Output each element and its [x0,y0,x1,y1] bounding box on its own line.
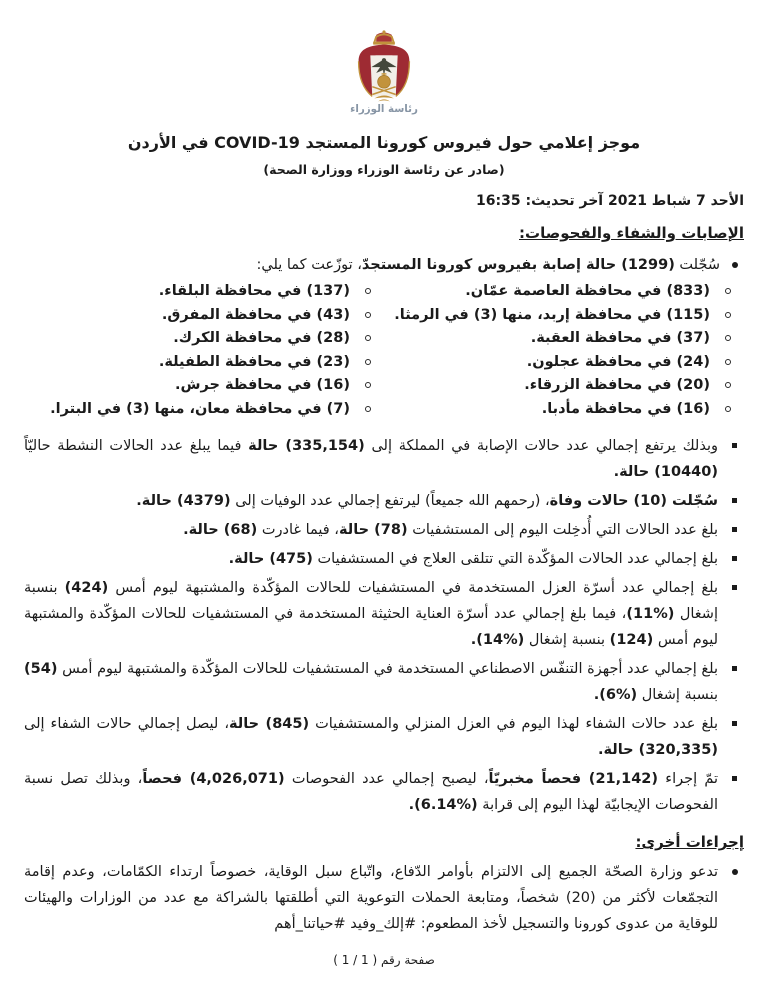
stat-item [24,766,744,818]
stat-text: تمّ إجراء (21,142) فحصاً مخبريّاً، ليصبح إجمالي عدد الفحوصات (4,026,071) فحصاً، وبذلك تصل نسبة الفحوصات الإيجابيّة لهذا اليوم إلى قرابة (%6.14). [24,771,719,813]
section-heading-cases: الإصابات والشفاء والفحوصات: [519,224,744,242]
page-footer: صفحة رقم ( 1 / 1 ) [333,953,435,967]
square-bullet-icon [732,443,737,448]
square-bullet-icon [732,556,737,561]
governorate-item [24,327,384,350]
circle-bullet-icon [725,288,731,294]
governorate-item [24,374,384,397]
stat-item [24,546,744,572]
stat-item [24,433,744,485]
page-title: موجز إعلامي حول فيروس كورونا المستجد COVID-19 في الأردن [127,133,641,152]
circle-bullet-icon [725,382,731,388]
stat-text: بلغ إجمالي عدد الحالات المؤكّدة التي تتلقى العلاج في المستشفيات (475) حالة. [228,551,718,567]
governorate-text: (20) في محافظة الزرقاء. [524,377,710,393]
stat-text: بلغ إجمالي عدد أسرّة العزل المستخدمة في المستشفيات للحالات المؤكّدة والمشتبهة ليوم أمس (424) بنسبة إشغال (%11)، فيما بلغ إجمالي عدد أسرّة العناية الحثيثة المستخدمة في المستشفيات للحالات المؤكّدة والمشتبهة ليوم أمس (124) بنسبة إشغال (%14). [24,580,718,648]
governorate-item [384,351,744,374]
dot-bullet-icon [732,262,738,268]
governorate-item [24,280,384,303]
square-bullet-icon [732,666,737,671]
circle-bullet-icon [725,406,731,412]
coat-of-arms-icon [335,30,433,116]
governorate-text: (833) في محافظة العاصمة عمّان. [465,283,710,299]
governorate-text: (37) في محافظة العقبة. [530,330,710,346]
intro-bullet [24,253,744,277]
governorate-text: (115) في محافظة إربد، منها (3) في الرمثا. [394,306,710,323]
governorate-list-left [24,280,384,421]
stat-item [24,488,744,514]
governorate-item [384,304,744,327]
governorate-text: (28) في محافظة الكرك. [173,330,350,346]
circle-bullet-icon [365,288,371,294]
governorate-item [384,280,744,303]
dot-bullet-icon [732,869,738,875]
measure-text: تدعو وزارة الصحّة الجميع إلى الالتزام بأوامر الدّفاع، واتّباع سبل الوقاية، خصوصاً ارتداء الكمّامات، وعدم إقامة التجمّعات لأكثر من (20) شخصاً، ومتابعة الحملات التوعوية التي أطلقتها بالشراكة مع عدد من الوزارات والهيئات للوقاية من عدوى كورونا والتسجيل لأخذ المطعوم: #إلك_وفيد #حياتنا_أهم [24,864,719,932]
square-bullet-icon [732,498,737,503]
stat-item [24,575,744,653]
stat-item [24,656,744,708]
governorate-item [384,398,744,421]
stat-item [24,517,744,543]
date-line: الأحد 7 شباط 2021 آخر تحديث: 16:35 [476,193,744,209]
jordan-coat-of-arms-logo [24,30,744,120]
circle-bullet-icon [725,312,731,318]
governorate-item [24,351,384,374]
circle-bullet-icon [365,312,371,318]
circle-bullet-icon [365,382,371,388]
governorate-text: (23) في محافظة الطفيلة. [158,353,350,370]
logo-caption-text: رئاسة الوزراء [350,103,418,116]
square-bullet-icon [732,527,737,532]
governorate-text: (16) في محافظة جرش. [174,377,350,393]
governorate-item [24,304,384,327]
governorate-text: (137) في محافظة البلقاء. [158,283,350,299]
circle-bullet-icon [365,359,371,365]
governorate-list-right [384,280,744,421]
square-bullet-icon [732,585,737,590]
governorate-item [384,374,744,397]
governorate-columns [24,280,744,421]
circle-bullet-icon [365,335,371,341]
governorate-item [384,327,744,350]
stat-text: سُجّلت (10) حالات وفاة، (رحمهم الله جميعاً) ليرتفع إجمالي عدد الوفيات إلى (4379) حالة. [136,493,718,509]
governorate-text: (16) في محافظة مأدبا. [541,400,710,417]
crown-icon [373,30,395,44]
stat-item [24,711,744,763]
section-heading-other-measures: إجراءات أخرى: [635,833,744,851]
statistics-list [24,433,744,818]
stat-text: وبذلك يرتفع إجمالي عدد حالات الإصابة في المملكة إلى (335,154) حالة فيما يبلغ عدد الحالات النشطة حاليّاً (10440) حالة. [24,438,718,480]
circle-bullet-icon [725,335,731,341]
square-bullet-icon [732,776,737,781]
intro-text: سُجّلت (1299) حالة إصابة بفيروس كورونا المستجدّ، توزّعت كما يلي: [256,257,720,273]
governorate-text: (7) في محافظة معان، منها (3) في البترا. [50,400,350,417]
square-bullet-icon [732,721,737,726]
circle-bullet-icon [365,406,371,412]
intro-list [24,253,744,277]
governorate-text: (43) في محافظة المفرق. [161,306,350,323]
governorate-item [24,398,384,421]
page-subtitle: (صادر عن رئاسة الوزراء ووزارة الصحة) [263,162,505,177]
circle-bullet-icon [725,359,731,365]
stat-text: بلغ عدد حالات الشفاء لهذا اليوم في العزل المنزلي والمستشفيات (845) حالة، ليصل إجمالي حالات الشفاء إلى (320,335) حالة. [24,716,718,758]
stat-text: بلغ إجمالي عدد أجهزة التنفّس الاصطناعي المستخدمة في المستشفيات للحالات المؤكّدة والمشتبهة ليوم أمس (54) بنسبة إشغال (%6). [24,661,718,703]
governorate-text: (24) في محافظة عجلون. [526,353,710,370]
measure-item [24,859,744,937]
stat-text: بلغ عدد الحالات التي أُدخِلت اليوم إلى المستشفيات (78) حالة، فيما غادرت (68) حالة. [183,522,718,538]
measures-list [24,859,744,937]
